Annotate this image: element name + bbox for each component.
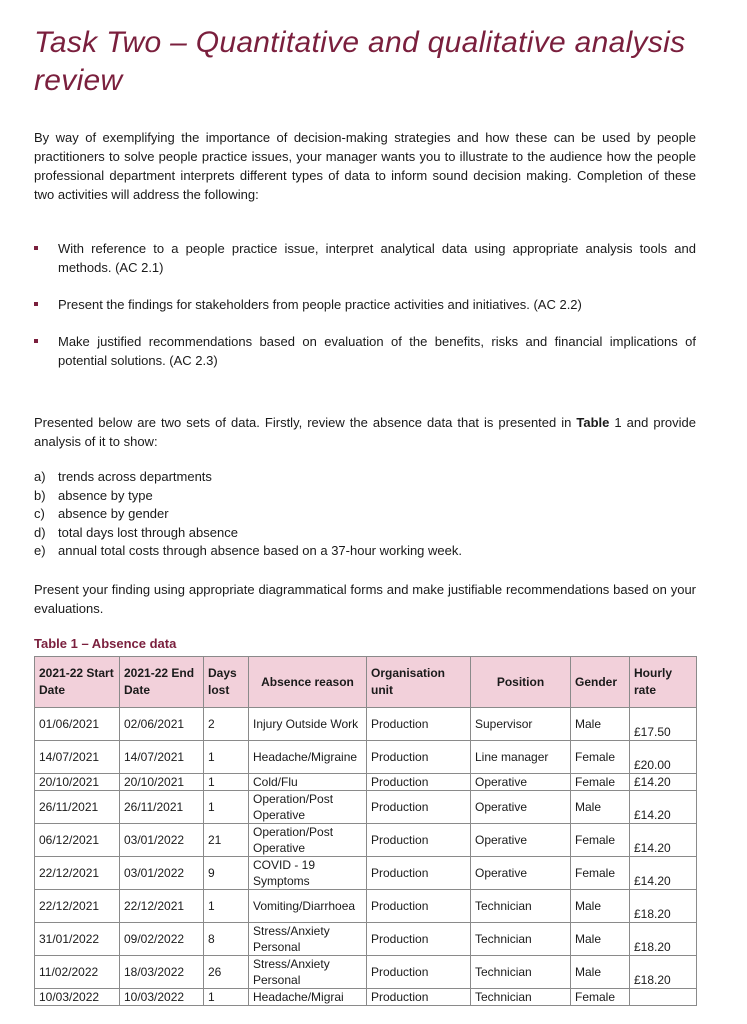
- table-row: [35, 956, 697, 989]
- table-cell: £18.20: [630, 890, 697, 923]
- table-cell: Vomiting/Diarrhoea: [249, 890, 367, 923]
- table-cell: £14.20: [630, 774, 697, 791]
- table-cell: Cold/Flu: [249, 774, 367, 791]
- table-cell: Female: [571, 989, 630, 1006]
- table-cell: £20.00: [630, 741, 697, 774]
- table-cell: Injury Outside Work: [249, 708, 367, 741]
- table-cell: 1: [204, 774, 249, 791]
- table-cell: 10/03/2022: [120, 989, 204, 1006]
- table-cell: Female: [571, 774, 630, 791]
- table-cell: 21: [204, 824, 249, 857]
- table-cell: Technician: [471, 923, 571, 956]
- table-cell: £14.20: [630, 857, 697, 890]
- table-cell: Headache/Migrai: [249, 989, 367, 1006]
- table-cell: 09/02/2022: [120, 923, 204, 956]
- table-header-cell: 2021-22 End Date: [120, 657, 204, 708]
- table-cell: 1: [204, 989, 249, 1006]
- table-cell: 14/07/2021: [35, 741, 120, 774]
- bullet-icon: [34, 339, 38, 343]
- table-cell: 02/06/2021: [120, 708, 204, 741]
- table-cell: Female: [571, 741, 630, 774]
- table-row: [35, 989, 697, 1006]
- table-row: [35, 708, 697, 741]
- intro-paragraph: By way of exemplifying the importance of decision-making strategies and how these can be used by people practitioners to solve people practice issues, your manager wants you to illustrate to the audience how the people professional department interprets different types of data to inform sound decision making. Completion of these two activities will address the following:: [34, 130, 696, 202]
- table-cell: Production: [367, 923, 471, 956]
- table-header-cell: Days lost: [204, 657, 249, 708]
- table-cell: 2: [204, 708, 249, 741]
- presented-bold: Table: [576, 415, 610, 430]
- table-cell: Production: [367, 708, 471, 741]
- table-cell: 1: [204, 890, 249, 923]
- table-cell: 26/11/2021: [35, 791, 120, 824]
- table-cell: [630, 989, 697, 1006]
- table-cell: £18.20: [630, 923, 697, 956]
- table-header-cell: Position: [471, 657, 571, 708]
- presented-text: Presented below are two sets of data. Firstly, review the absence data that is presented in: [34, 415, 577, 430]
- table-cell: 9: [204, 857, 249, 890]
- table-cell: Operative: [471, 791, 571, 824]
- table-cell: Production: [367, 989, 471, 1006]
- table-header-row: [35, 657, 697, 708]
- table-caption: Table 1 – Absence data: [34, 636, 177, 651]
- table-cell: Technician: [471, 956, 571, 989]
- table-cell: 26: [204, 956, 249, 989]
- table-cell: 03/01/2022: [120, 857, 204, 890]
- table-cell: Male: [571, 923, 630, 956]
- analysis-item: [34, 487, 696, 506]
- table-header-cell: Gender: [571, 657, 630, 708]
- table-cell: 10/03/2022: [35, 989, 120, 1006]
- analysis-letter: b): [34, 487, 46, 503]
- analysis-text: absence by type: [58, 487, 153, 503]
- table-cell: 22/12/2021: [120, 890, 204, 923]
- table-cell: Production: [367, 857, 471, 890]
- table-cell: Male: [571, 956, 630, 989]
- objectives-list: [34, 239, 696, 370]
- table-row: [35, 824, 697, 857]
- objective-item: [34, 332, 696, 370]
- table-cell: 22/12/2021: [35, 890, 120, 923]
- analysis-letter: a): [34, 469, 46, 484]
- table-cell: Male: [571, 791, 630, 824]
- analysis-letter: e): [34, 543, 46, 559]
- table-cell: COVID - 19 Symptoms: [249, 857, 367, 890]
- table-header-cell: 2021-22 Start Date: [35, 657, 120, 708]
- analysis-text: annual total costs through absence based on a 37-hour working week.: [58, 543, 462, 559]
- table-cell: 06/12/2021: [35, 824, 120, 857]
- table-cell: 1: [204, 741, 249, 774]
- table-cell: Male: [571, 890, 630, 923]
- table-cell: 18/03/2022: [120, 956, 204, 989]
- presented-paragraph: [34, 413, 696, 451]
- closing-paragraph: Present your finding using appropriate diagrammatical forms and make justifiable recommendations based on your evaluations.: [34, 582, 696, 616]
- absence-table: [34, 656, 697, 1006]
- table-cell: Production: [367, 956, 471, 989]
- table-header-cell: Absence reason: [249, 657, 367, 708]
- table-cell: 22/12/2021: [35, 857, 120, 890]
- table-row: [35, 774, 697, 791]
- table-cell: Production: [367, 824, 471, 857]
- table-cell: Supervisor: [471, 708, 571, 741]
- table-row: [35, 857, 697, 890]
- table-header-cell: Hourly rate: [630, 657, 697, 708]
- analysis-letter: c): [34, 506, 45, 522]
- table-row: [35, 741, 697, 774]
- analysis-text: absence by gender: [58, 506, 169, 522]
- analysis-text: trends across departments: [58, 469, 212, 484]
- table-cell: Operative: [471, 857, 571, 890]
- table-cell: 11/02/2022: [35, 956, 120, 989]
- table-cell: £14.20: [630, 824, 697, 857]
- table-cell: 26/11/2021: [120, 791, 204, 824]
- table-cell: £14.20: [630, 791, 697, 824]
- table-row: [35, 923, 697, 956]
- objective-item: [34, 239, 696, 277]
- table-cell: Operative: [471, 774, 571, 791]
- table-cell: Headache/Migraine: [249, 741, 367, 774]
- table-cell: 03/01/2022: [120, 824, 204, 857]
- table-cell: Technician: [471, 989, 571, 1006]
- table-cell: Stress/Anxiety Personal: [249, 923, 367, 956]
- table-header-cell: Organisation unit: [367, 657, 471, 708]
- analysis-letter: d): [34, 524, 46, 540]
- table-row: [35, 791, 697, 824]
- table-cell: Stress/Anxiety Personal: [249, 956, 367, 989]
- objective-text: With reference to a people practice issue, interpret analytical data using appropriate analysis tools and methods. (AC 2.1): [58, 241, 696, 275]
- analysis-item: [34, 468, 696, 487]
- table-cell: 31/01/2022: [35, 923, 120, 956]
- table-cell: 1: [204, 791, 249, 824]
- table-cell: Male: [571, 708, 630, 741]
- table-cell: Female: [571, 824, 630, 857]
- table-cell: 20/10/2021: [35, 774, 120, 791]
- table-cell: £18.20: [630, 956, 697, 989]
- table-cell: Female: [571, 857, 630, 890]
- analysis-item: [34, 542, 696, 561]
- analysis-text: total days lost through absence: [58, 524, 238, 540]
- table-row: [35, 890, 697, 923]
- table-cell: Operative: [471, 824, 571, 857]
- analysis-list: [34, 468, 696, 561]
- table-cell: £17.50: [630, 708, 697, 741]
- bullet-icon: [34, 302, 38, 306]
- table-cell: Production: [367, 774, 471, 791]
- analysis-item: [34, 524, 696, 543]
- table-cell: Production: [367, 741, 471, 774]
- table-cell: Operation/Post Operative: [249, 791, 367, 824]
- table-cell: Production: [367, 791, 471, 824]
- table-cell: Operation/Post Operative: [249, 824, 367, 857]
- presented-text-end: 1 and provide analysis of it to show:: [34, 415, 696, 449]
- table-cell: 14/07/2021: [120, 741, 204, 774]
- page-title: Task Two – Quantitative and qualitative analysis review: [34, 26, 686, 97]
- objective-text: Make justified recommendations based on evaluation of the benefits, risks and financial implications of potential solutions. (AC 2.3): [58, 334, 696, 368]
- analysis-item: [34, 505, 696, 524]
- table-cell: Line manager: [471, 741, 571, 774]
- table-cell: 8: [204, 923, 249, 956]
- table-cell: 20/10/2021: [120, 774, 204, 791]
- objective-item: [34, 295, 696, 314]
- objective-text: Present the findings for stakeholders from people practice activities and initiatives. (AC 2.2): [58, 297, 582, 312]
- table-cell: Production: [367, 890, 471, 923]
- bullet-icon: [34, 246, 38, 250]
- table-cell: Technician: [471, 890, 571, 923]
- table-cell: 01/06/2021: [35, 708, 120, 741]
